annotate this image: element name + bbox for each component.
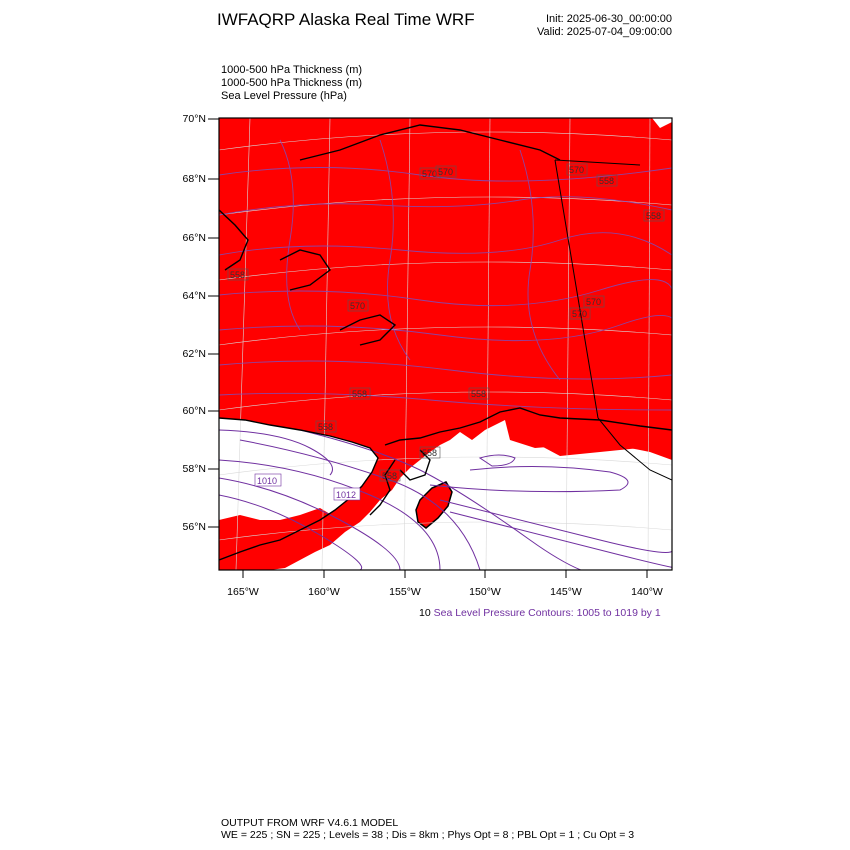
thickness-label <box>570 308 590 319</box>
lon-label: 155°W <box>389 586 421 598</box>
svg-text:558: 558 <box>599 176 615 186</box>
model-footer <box>221 817 634 841</box>
thickness-label <box>316 421 336 432</box>
thickness-label <box>597 175 617 186</box>
lon-label: 165°W <box>227 586 259 598</box>
lon-label: 145°W <box>550 586 582 598</box>
lat-label: 70°N <box>182 113 206 125</box>
thickness-label <box>228 269 248 280</box>
lat-label: 66°N <box>182 232 206 244</box>
thickness-label <box>469 388 489 399</box>
field-label-slp: Sea Level Pressure (hPa) <box>221 90 347 102</box>
svg-text:558: 558 <box>382 471 398 481</box>
thickness-label <box>350 388 370 399</box>
svg-text:570: 570 <box>586 297 602 307</box>
svg-text:570: 570 <box>350 301 366 311</box>
thickness-label <box>567 164 587 175</box>
pressure-label <box>255 474 281 486</box>
thickness-label <box>436 166 456 177</box>
footer-line-2: WE = 225 ; SN = 225 ; Levels = 38 ; Dis = 8km ; Phys Opt = 8 ; PBL Opt = 1 ; Cu Opt = 3 <box>221 829 635 841</box>
lat-label: 64°N <box>182 290 206 302</box>
svg-text:1012: 1012 <box>336 490 357 500</box>
contour-note-text: Sea Level Pressure Contours: 1005 to 1019 by 1 <box>433 607 661 619</box>
footer-line-1: OUTPUT FROM WRF V4.6.1 MODEL <box>221 817 399 829</box>
init-time: Init: 2025-06-30_00:00:00 <box>546 13 672 25</box>
svg-text:558: 558 <box>318 422 334 432</box>
lat-label: 62°N <box>182 348 206 360</box>
svg-text:570: 570 <box>572 309 588 319</box>
svg-text:1010: 1010 <box>257 476 278 486</box>
field-label-thickness-1: 1000-500 hPa Thickness (m) <box>221 64 363 76</box>
thickness-label <box>420 447 440 458</box>
lon-label: 160°W <box>308 586 340 598</box>
thickness-label <box>348 300 368 311</box>
svg-text:570: 570 <box>569 165 585 175</box>
svg-text:558: 558 <box>471 389 487 399</box>
svg-text:558: 558 <box>230 270 246 280</box>
svg-text:570: 570 <box>438 167 454 177</box>
map-title: IWFAQRP Alaska Real Time WRF <box>217 10 475 29</box>
pressure-label <box>334 488 360 500</box>
thickness-label <box>380 470 400 481</box>
lat-label: 68°N <box>182 173 206 185</box>
svg-text:558: 558 <box>422 448 438 458</box>
contour-note-prefix: 10 <box>419 607 431 619</box>
svg-text:570: 570 <box>422 169 438 179</box>
field-label-thickness-2: 1000-500 hPa Thickness (m) <box>221 77 363 89</box>
lat-label: 60°N <box>182 405 206 417</box>
lat-label: 56°N <box>182 521 206 533</box>
svg-text:558: 558 <box>352 389 368 399</box>
thickness-label <box>420 168 440 179</box>
thickness-label <box>644 210 664 221</box>
valid-time: Valid: 2025-07-04_09:00:00 <box>537 26 672 38</box>
thickness-label <box>584 296 604 307</box>
lat-label: 58°N <box>182 463 206 475</box>
lon-label: 140°W <box>631 586 663 598</box>
lon-label: 150°W <box>469 586 501 598</box>
contour-note <box>419 607 661 619</box>
svg-text:558: 558 <box>646 211 662 221</box>
